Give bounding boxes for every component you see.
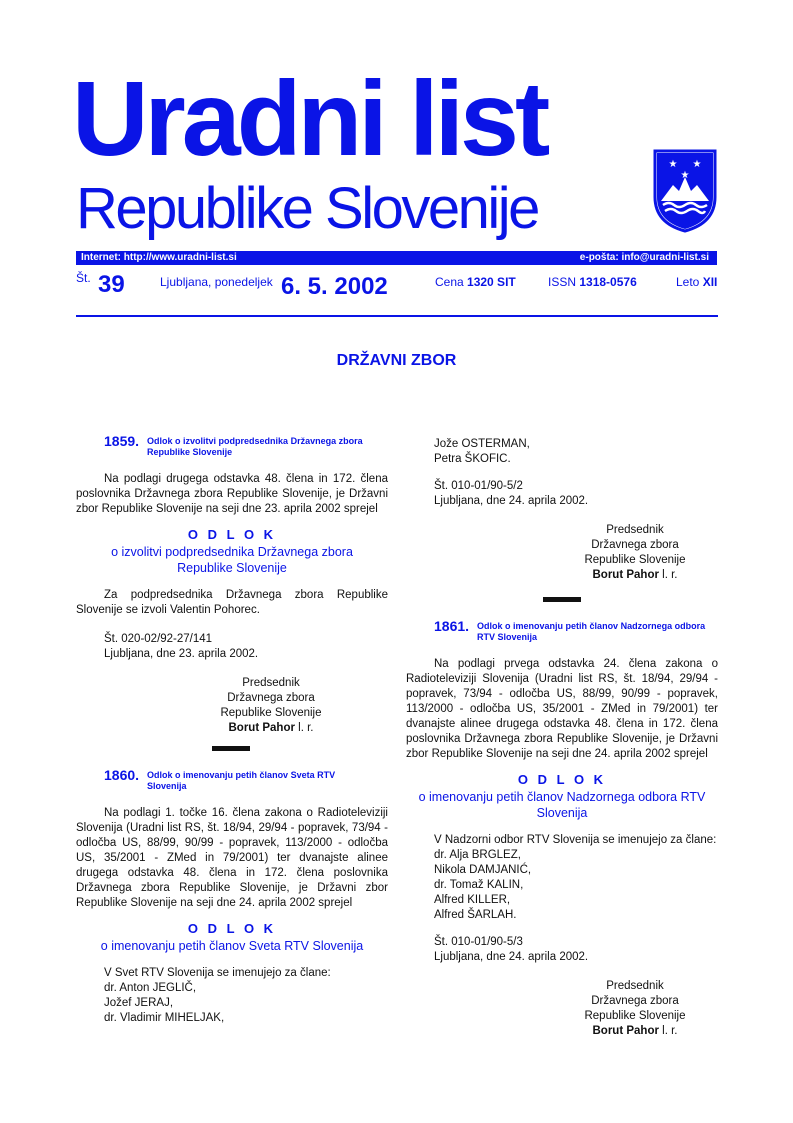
member-item: dr. Tomaž KALIN, (434, 879, 524, 891)
issue-price: Cena 1320 SIT (435, 275, 516, 289)
article-1861 (406, 619, 718, 1039)
member-item: Jože OSTERMAN, (434, 438, 530, 450)
reference-number: Št. 020-02/92-27/141 (104, 633, 213, 645)
article-title: Odlok o imenovanju petih članov Sveta RTV Slovenija (147, 770, 336, 791)
article-divider (543, 597, 581, 602)
article-number: 1860. (104, 767, 140, 783)
section-title: DRŽAVNI ZBOR (336, 352, 457, 369)
signature-block: Predsednik Državnega zbora Republike Slovenije Borut Pahor l. r. (220, 677, 322, 734)
issue-year: Leto XII (676, 275, 718, 289)
signer-name: Borut Pahor (592, 569, 659, 581)
svg-text:★: ★ (692, 159, 702, 170)
article-number: 1861. (434, 618, 470, 634)
reference-number: Št. 010-01/90-5/3 (434, 936, 523, 948)
issue-date: 6. 5. 2002 (281, 273, 388, 300)
article-body: V Svet RTV Slovenija se imenujejo za člane: (104, 967, 331, 979)
masthead-subtitle: Republike Slovenije (76, 176, 538, 241)
svg-text:★: ★ (680, 170, 690, 181)
member-item: Petra ŠKOFIC. (434, 453, 511, 465)
member-item: dr. Anton JEGLIČ, (104, 982, 197, 994)
document-subtitle: o imenovanju petih članov Nadzornega odbora RTV Slovenija (418, 790, 706, 820)
document-type: O D L O K (517, 772, 607, 787)
signature-block: Predsednik Državnega zbora Republike Slovenije Borut Pahor l. r. (584, 980, 686, 1037)
article-1860 (76, 768, 388, 1026)
article-preamble: Na podlagi prvega odstavka 24. člena zakona o Radioteleviziji Slovenija (Uradni list RS, št. 18/94, 29/94 - popravek, 73/94 - odločba US, 88/99, 90/99 - popravek, 113/2000 - odločba US, 35/2001 - ZMed in 79/2001) ter dvanajste alinee drugega odstavka 48. člena in 172. člena poslovnika Državnega zbora Republike Slovenije, je Državni zbor Republike Slovenije na seji dne 24. aprila 2002 sprejel (406, 658, 718, 760)
signer-name: Borut Pahor (592, 1025, 659, 1037)
signature-block: Predsednik Državnega zbora Republike Slovenije Borut Pahor l. r. (584, 524, 686, 581)
document-type: O D L O K (187, 921, 277, 936)
member-item: Jožef JERAJ, (104, 997, 174, 1009)
article-title: Odlok o imenovanju petih članov Nadzornega odbora RTV Slovenija (477, 621, 706, 642)
internet-link[interactable]: Internet: http://www.uradni-list.si (81, 252, 237, 263)
member-item: Alfred ŠARLAH. (434, 909, 517, 921)
email-link[interactable]: e-pošta: info@uradni-list.si (579, 252, 709, 263)
issue-issn: ISSN 1318-0576 (548, 275, 637, 289)
document-type: O D L O K (187, 527, 277, 542)
article-title: Odlok o izvolitvi podpredsednika Državnega zbora Republike Slovenije (147, 436, 363, 457)
signer-name: Borut Pahor (228, 722, 295, 734)
masthead-contact-bar (76, 251, 717, 265)
issue-place-day: Ljubljana, ponedeljek (160, 275, 273, 289)
article-1859 (76, 434, 388, 736)
member-item: Alfred KILLER, (434, 894, 511, 906)
header-rule (76, 315, 718, 317)
reference-number: Št. 010-01/90-5/2 (434, 480, 523, 492)
member-item: dr. Vladimir MIHELJAK, (104, 1012, 225, 1024)
document-subtitle: o izvolitvi podpredsednika Državnega zbora Republike Slovenije (111, 545, 353, 575)
article-number: 1859. (104, 433, 140, 449)
article-body: Za podpredsednika Državnega zbora Republike Slovenije se izvoli Valentin Pohorec. (76, 589, 388, 616)
article-1860-continued (406, 437, 718, 583)
document-subtitle: o imenovanju petih članov Sveta RTV Slovenija (100, 939, 364, 953)
issue-number: Št. 39 (76, 271, 125, 298)
article-divider (212, 746, 250, 751)
masthead-title: Uradni list (72, 60, 547, 178)
svg-text:★: ★ (668, 159, 678, 170)
member-item: dr. Alja BRGLEZ, (434, 849, 521, 861)
place-date: Ljubljana, dne 23. aprila 2002. (104, 648, 259, 660)
member-item: Nikola DAMJANIĆ, (434, 864, 532, 876)
article-preamble: Na podlagi drugega odstavka 48. člena in 172. člena poslovnika Državnega zbora Republike Slovenije, je Državni zbor Republike Slovenije na seji dne 23. aprila 2002 sprejel (76, 473, 388, 515)
coat-of-arms-icon (651, 147, 719, 233)
place-date: Ljubljana, dne 24. aprila 2002. (434, 951, 589, 963)
place-date: Ljubljana, dne 24. aprila 2002. (434, 495, 589, 507)
article-body: V Nadzorni odbor RTV Slovenija se imenujejo za člane: (434, 834, 717, 846)
article-preamble: Na podlagi 1. točke 16. člena zakona o Radioteleviziji Slovenija (Uradni list RS, št. 18/94, 29/94 - popravek, 73/94 - odločba US, 88/99, 90/99 - popravek, 113/2000 - odločba US, 35/2001 - ZMed in 79/2001) ter dvanajste alinee drugega odstavka 48. člena in 172. člena poslovnika Državnega zbora Republike Slovenije, je Državni zbor Republike Slovenije na seji dne 24. aprila 2002 sprejel (76, 807, 388, 909)
